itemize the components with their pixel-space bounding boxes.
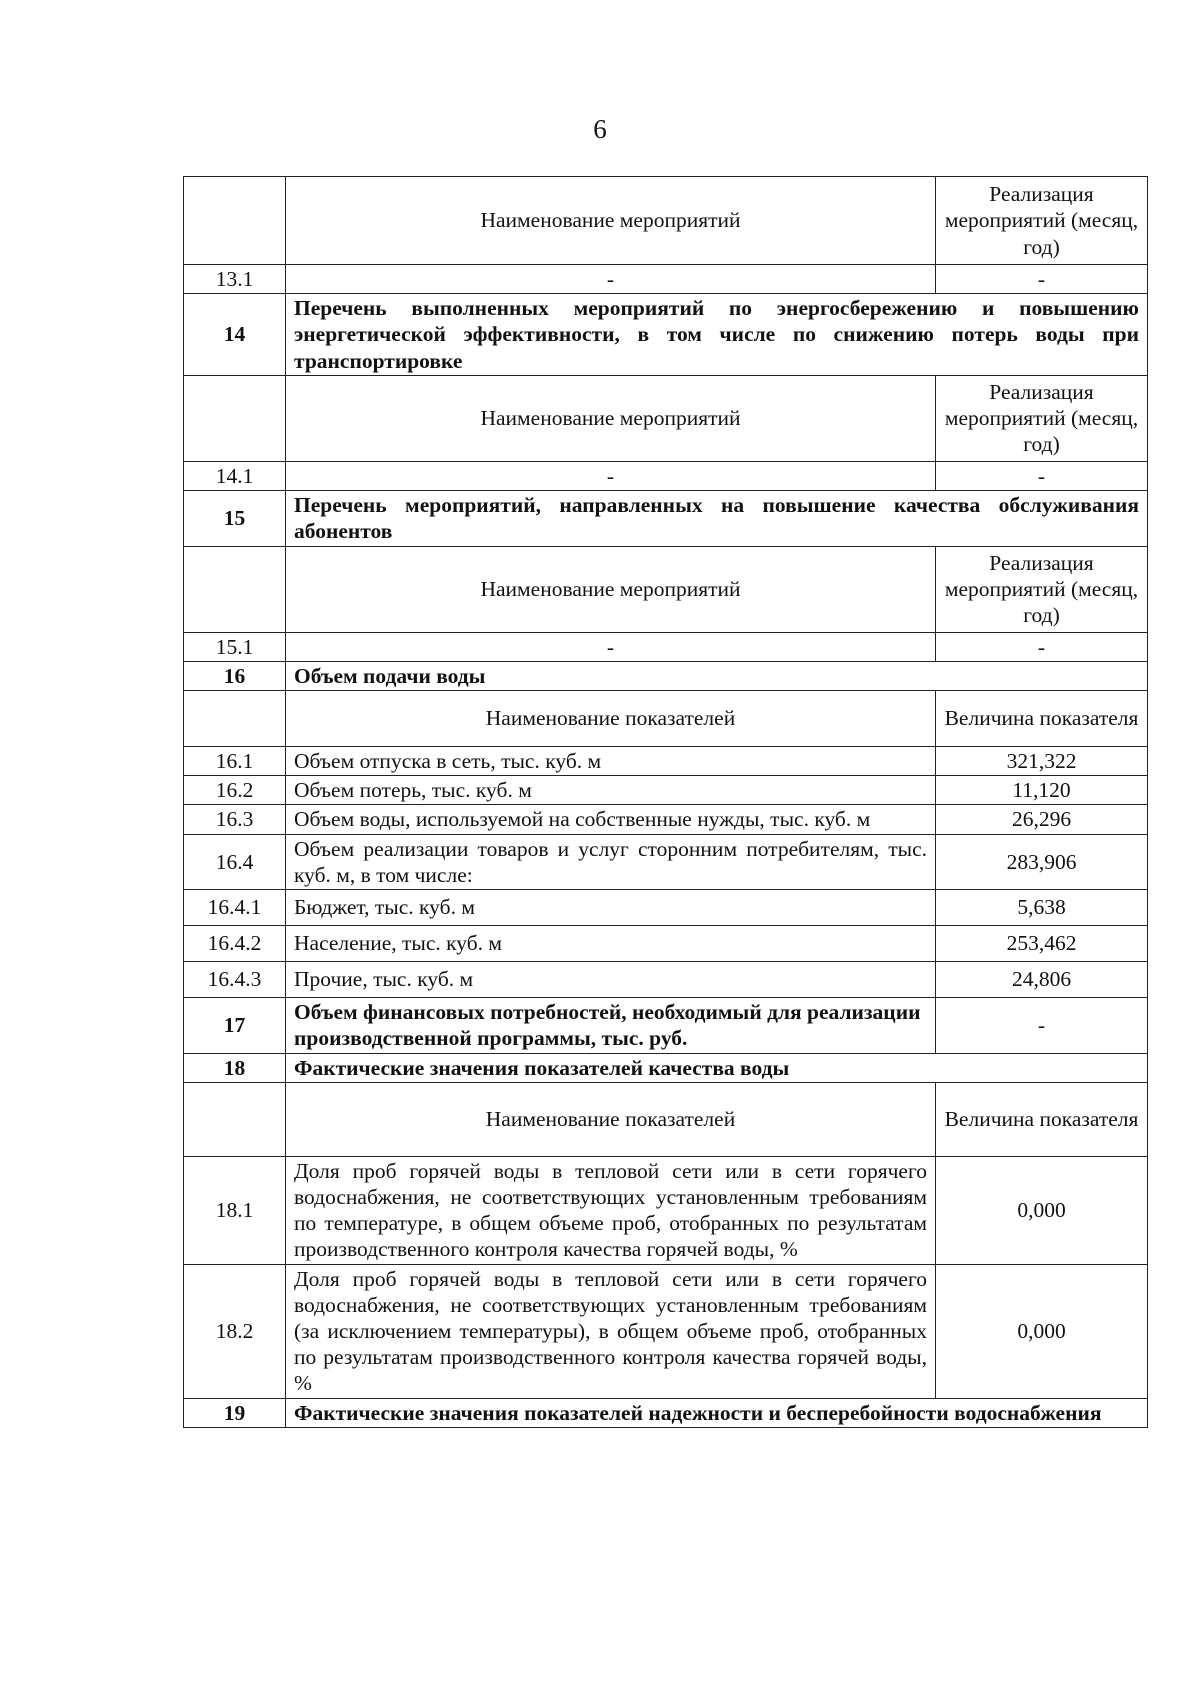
header-name-cell: Наименование мероприятий (286, 177, 936, 265)
section-number: 19 (184, 1398, 286, 1427)
subheader-value: Реализация мероприятий (месяц, год) (936, 375, 1148, 461)
row-name: Доля проб горячей воды в тепловой сети или в сети горячего водоснабжения, не соответствующих установленным требованиям (за исключением температуры), в общем объеме проб, отобранных по результатам производственного контроля качества горячей воды, % (286, 1264, 936, 1398)
subheader-name: Наименование мероприятий (286, 546, 936, 632)
section-row (184, 1053, 1148, 1082)
subheader-value: Величина показателя (936, 1082, 1148, 1156)
section-row (184, 1398, 1148, 1427)
production-program-table (183, 176, 1148, 1428)
table-row (184, 926, 1148, 962)
subheader-row (184, 1082, 1148, 1156)
section-title: Перечень мероприятий, направленных на повышение качества обслуживания абонентов (286, 491, 1148, 546)
row-name: Объем потерь, тыс. куб. м (286, 776, 936, 805)
section-number: 15 (184, 491, 286, 546)
section-title: Перечень выполненных мероприятий по энергосбережению и повышению энергетической эффективности, в том числе по снижению потерь воды при транспортировке (286, 294, 1148, 376)
table-row (184, 746, 1148, 775)
section-row (184, 661, 1148, 690)
section-title: Фактические значения показателей надежности и бесперебойности водоснабжения (286, 1398, 1148, 1427)
row-number: 14.1 (184, 461, 286, 490)
row-number: 16.2 (184, 776, 286, 805)
subheader-name: Наименование мероприятий (286, 375, 936, 461)
row-number: 16.4 (184, 834, 286, 889)
subheader-name: Наименование показателей (286, 690, 936, 746)
row-name: Объем воды, используемой на собственные нужды, тыс. куб. м (286, 805, 936, 834)
subheader-row (184, 375, 1148, 461)
section-row (184, 294, 1148, 376)
row-value: 0,000 (936, 1264, 1148, 1398)
row-value: 11,120 (936, 776, 1148, 805)
section-title: Объем финансовых потребностей, необходимый для реализации производственной программы, тыс. руб. (286, 998, 936, 1053)
subheader-num-cell (184, 546, 286, 632)
row-name: Прочие, тыс. куб. м (286, 962, 936, 998)
subheader-row (184, 690, 1148, 746)
subheader-value: Реализация мероприятий (месяц, год) (936, 546, 1148, 632)
table-row (184, 962, 1148, 998)
subheader-num-cell (184, 1082, 286, 1156)
row-name: Объем отпуска в сеть, тыс. куб. м (286, 746, 936, 775)
section-number: 18 (184, 1053, 286, 1082)
row-name: Население, тыс. куб. м (286, 926, 936, 962)
table-header-row (184, 177, 1148, 265)
table-row (184, 265, 1148, 294)
table-row (184, 1264, 1148, 1398)
section-number: 17 (184, 998, 286, 1053)
row-name: - (286, 265, 936, 294)
row-value: 283,906 (936, 834, 1148, 889)
table-row (184, 461, 1148, 490)
table-row (184, 1156, 1148, 1264)
subheader-value: Величина показателя (936, 690, 1148, 746)
header-num-cell (184, 177, 286, 265)
subheader-name: Наименование показателей (286, 1082, 936, 1156)
row-name: Объем реализации товаров и услуг сторонним потребителям, тыс. куб. м, в том числе: (286, 834, 936, 889)
row-value: 26,296 (936, 805, 1148, 834)
section-title: Объем подачи воды (286, 661, 1148, 690)
table-row (184, 805, 1148, 834)
row-name: - (286, 461, 936, 490)
row-name: Бюджет, тыс. куб. м (286, 890, 936, 926)
section-number: 16 (184, 661, 286, 690)
row-number: 18.1 (184, 1156, 286, 1264)
row-value: 321,322 (936, 746, 1148, 775)
row-number: 16.3 (184, 805, 286, 834)
row-value: 0,000 (936, 1156, 1148, 1264)
row-number: 16.1 (184, 746, 286, 775)
subheader-row (184, 546, 1148, 632)
row-number: 15.1 (184, 632, 286, 661)
row-number: 16.4.3 (184, 962, 286, 998)
table-row (184, 834, 1148, 889)
row-value: - (936, 461, 1148, 490)
row-value: 5,638 (936, 890, 1148, 926)
subheader-num-cell (184, 690, 286, 746)
row-name: - (286, 632, 936, 661)
row-value: - (936, 998, 1148, 1053)
table-row (184, 632, 1148, 661)
table-row (184, 890, 1148, 926)
row-number: 16.4.2 (184, 926, 286, 962)
section-number: 14 (184, 294, 286, 376)
row-value: 253,462 (936, 926, 1148, 962)
subheader-num-cell (184, 375, 286, 461)
page-number: 6 (593, 114, 607, 144)
table-row (184, 776, 1148, 805)
row-value: 24,806 (936, 962, 1148, 998)
row-number: 13.1 (184, 265, 286, 294)
section-row (184, 491, 1148, 546)
row-number: 18.2 (184, 1264, 286, 1398)
section-title: Фактические значения показателей качества воды (286, 1053, 1148, 1082)
row-number: 16.4.1 (184, 890, 286, 926)
row-name: Доля проб горячей воды в тепловой сети или в сети горячего водоснабжения, не соответствующих установленным требованиям по температуре, в общем объеме проб, отобранных по результатам производственного контроля качества горячей воды, % (286, 1156, 936, 1264)
header-realization-cell: Реализация мероприятий (месяц, год) (936, 177, 1148, 265)
row-value: - (936, 265, 1148, 294)
section-row (184, 998, 1148, 1053)
row-value: - (936, 632, 1148, 661)
